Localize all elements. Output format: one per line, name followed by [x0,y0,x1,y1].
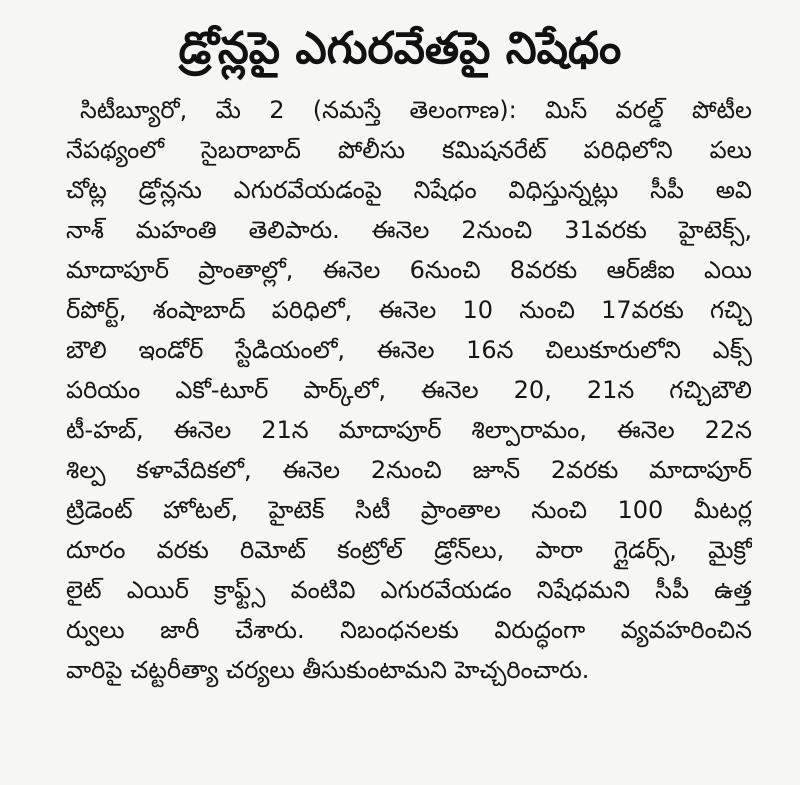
body-line: లైట్ ఎయిర్ క్రాఫ్ట్స్ వంటివి ఎగురవేయడం నిషేధమని సీపీ ఉత్త [66,576,752,604]
body-line: ర్వులు జారీ చేశారు. నిబంధనలకు విరుద్ధంగా వ్యవహరించిన [66,616,752,644]
body-line: పరియం ఎకో-టూర్ పార్క్‌లో, ఈనెల 20, 21న గచ్చిబౌలి [66,376,752,404]
body-line: ర్‌పోర్ట్, శంషాబాద్ పరిధిలో, ఈనెల 10 నుంచి 17వరకు గచ్చి [66,296,752,324]
body-line: వారిపై చట్టరీత్యా చర్యలు తీసుకుంటామని హెచ్చరించారు. [66,656,590,684]
body-line: దూరం వరకు రిమోట్ కంట్రోల్ డ్రోన్‌లు, పారా గ్లైడర్స్, మైక్రో [66,536,752,564]
body-line: సిటీబ్యూరో, మే 2 (నమస్తే తెలంగాణ): మిస్ వరల్డ్ పోటీల [80,96,752,124]
body-line: నేపథ్యంలో సైబరాబాద్ పోలీసు కమిషనరేట్ పరిధిలోని పలు [66,136,752,164]
body-line: టీ-హబ్, ఈనెల 21న మాదాపూర్ శిల్పారామం, ఈనెల 22న [66,416,752,444]
body-line: ట్రిడెంట్ హోటల్, హైటెక్ సిటీ ప్రాంతాల నుంచి 100 మీటర్ల [66,496,752,524]
body-line: బౌలి ఇండోర్ స్టేడియంలో, ఈనెల 16న చిలుకూరులోని ఎక్స్ [66,336,752,364]
article-headline: డ్రోన్లపై ఎగురవేతపై నిషేధం [178,23,622,74]
body-line: మాదాపూర్ ప్రాంతాల్లో, ఈనెల 6నుంచి 8వరకు ఆర్‌జీఐ ఎయి [66,256,752,284]
article-body [66,90,752,690]
body-line: నాశ్ మహంతి తెలిపారు. ఈనెల 2నుంచి 31వరకు హైటెక్స్, [66,216,752,244]
body-line: శిల్ప కళావేదికలో, ఈనెల 2నుంచి జూన్ 2వరకు మాదాపూర్ [66,456,752,484]
body-line: చోట్ల డ్రోన్లను ఎగురవేయడంపై నిషేధం విధిస్తున్నట్లు సీపీ అవి [66,176,752,204]
cropped-text-fragment [118,0,208,8]
